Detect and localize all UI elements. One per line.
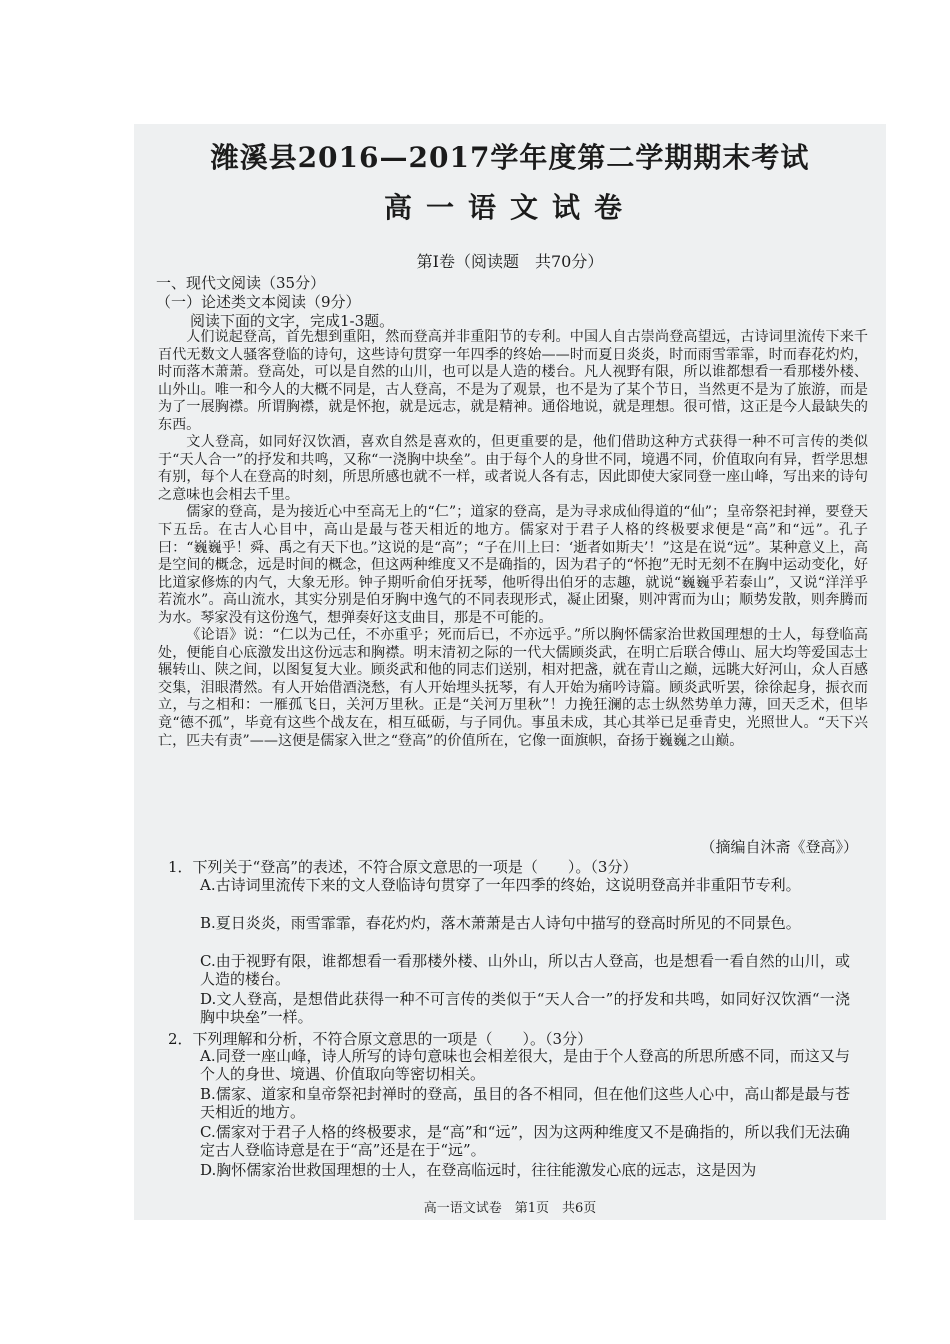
answer-option: B.夏日炎炎，雨雪霏霏，春花灼灼，落木萧萧是古人诗句中描写的登高时所见的不同景色。: [200, 914, 801, 932]
answer-option: D.文人登高，是想借此获得一种不可言传的类似于“天人合一”的抒发和共鸣，如同好汉饮酒“一浇胸中块垒”一样。: [200, 990, 850, 1026]
exam-subtitle: 高一语文试卷: [383, 191, 636, 224]
answer-option: B.儒家、道家和皇帝祭祀封禅时的登高，虽目的各不相同，但在他们这些人心中，高山都是最与苍天相近的地方。: [200, 1085, 850, 1121]
exam-title: 潍溪县2016—2017学年度第二学期期末考试: [210, 141, 810, 174]
passage-paragraph: 文人登高，如同好汉饮酒，喜欢自然是喜欢的，但更重要的是，他们借助这种方式获得一种不可言传的类似于“天人合一”的抒发和共鸣，又称“一浇胸中块垒”。由于每个人的身世不同，境遇不同，价值取向有异，哲学思想有别，每个人在登高的时刻，所思所感也就不一样，或者说人各有志，因此即使大家同登一座山峰，写出来的诗句之意味也会相去千里。: [158, 434, 868, 503]
passage: [158, 329, 868, 750]
part-heading: 第Ⅰ卷（阅读题 共70分）: [416, 252, 604, 271]
passage-attribution: （摘编自沐斋《登高》）: [700, 838, 858, 856]
passage-paragraph: 《论语》说：“仁以为己任，不亦重乎；死而后已，不亦远乎。”所以胸怀儒家治世救国理想的士人，每登临高处，便能自心底激发出这份远志和胸襟。明末清初之际的一代大儒顾炎武，在明亡后联合傅山、屈大均等爱国志士辗转山、陕之间，以图复复大业。顾炎武和他的同志们送别，相对把盏，就在青山之巅，远眺大好河山，众人百感交集，泪眼潸然。有人开始借酒浇愁，有人开始埋头抚琴，有人开始为痛吟诗篇。顾炎武听罢，徐徐起身，振衣而立，与之相和：一雁孤飞日，关河万里秋。正是“关河万里秋”！力挽狂澜的志士纵然势单力薄，回天乏术，但毕竟“德不孤”，毕竟有这些个战友在，相互砥砺，与子同仇。事虽未成，其心其举已足垂青史，光照世人。“天下兴亡，匹夫有责”——这便是儒家入世之“登高”的价值所在，它像一面旗帜，奋扬于巍巍之山巅。: [158, 627, 868, 749]
passage-paragraph: 人们说起登高，首先想到重阳，然而登高并非重阳节的专利。中国人自古崇尚登高望远，古诗词里流传下来千百代无数文人骚客登临的诗句，这些诗句贯穿一年四季的终始——时而夏日炎炎，时而雨雪霏霏，时而春花灼灼，时而落木萧萧。登高处，可以是自然的山川，也可以是人造的楼台。凡人视野有限，所以谁都想看一看那楼外楼、山外山。唯一和今人的大概不同是，古人登高，不是为了观景，也不是为了某个节日，当然更不是为了旅游，而是为了一展胸襟。所谓胸襟，就是怀抱，就是远志，就是精神。通俗地说，就是理想。很可惜，这正是今人最缺失的东西。: [158, 329, 868, 433]
reading-instruction: 阅读下面的文字，完成1-3题。: [190, 312, 395, 330]
subsection-heading: （一）论述类文本阅读（9分）: [156, 293, 361, 311]
answer-option: D.胸怀儒家治世救国理想的士人，在登高临远时，往往能激发心底的远志，这是因为: [200, 1161, 757, 1179]
answer-option: C.儒家对于君子人格的终极要求，是“高”和“远”，因为这两种维度又不是确指的，所以我们无法确定古人登临诗意是在于“高”还是在于“远”。: [200, 1123, 850, 1159]
answer-option: A.古诗词里流传下来的文人登临诗句贯穿了一年四季的终始，这说明登高并非重阳节专利。: [200, 876, 801, 894]
exam-sheet: [134, 124, 886, 1220]
page-footer: 高一语文试卷 第1页 共6页: [423, 1201, 597, 1216]
answer-option: C.由于视野有限，谁都想看一看那楼外楼、山外山，所以古人登高，也是想看一看自然的山川，或人造的楼台。: [200, 952, 850, 988]
section-heading: 一、现代文阅读（35分）: [156, 274, 326, 292]
question-stem: 1．下列关于“登高”的表述，不符合原文意思的一项是（ ）。（3分）: [168, 858, 638, 876]
passage-paragraph: 儒家的登高，是为接近心中至高无上的“仁”；道家的登高，是为寻求成仙得道的“仙”；皇帝祭祀封禅，要登天下五岳。在古人心目中，高山是最与苍天相近的地方。儒家对于君子人格的终极要求便是“高”和“远”。孔子曰：“巍巍乎！舜、禹之有天下也。”这说的是“高”；“子在川上曰：‘逝者如斯夫’！”这是在说“远”。某种意义上，高是空间的概念，远是时间的概念，但这两种维度又不是确指的，因为君子的“怀抱”无时无刻不在胸中运动变化，好比道家修炼的内气，大象无形。钟子期听俞伯牙抚琴，他听得出伯牙的志趣，就说“巍巍乎若泰山”，又说“洋洋乎若流水”。高山流水，其实分别是伯牙胸中逸气的不同表现形式，凝止团聚，则冲霄而为山；顺势发散，则奔腾而为水。琴家没有这份逸气，想弹奏好这支曲目，那是不可能的。: [158, 504, 868, 626]
question-stem: 2．下列理解和分析，不符合原文意思的一项是（ ）。（3分）: [168, 1030, 593, 1048]
answer-option: A.同登一座山峰，诗人所写的诗句意味也会相差很大，是由于个人登高的所思所感不同，而这又与个人的身世、境遇、价值取向等密切相关。: [200, 1047, 850, 1083]
